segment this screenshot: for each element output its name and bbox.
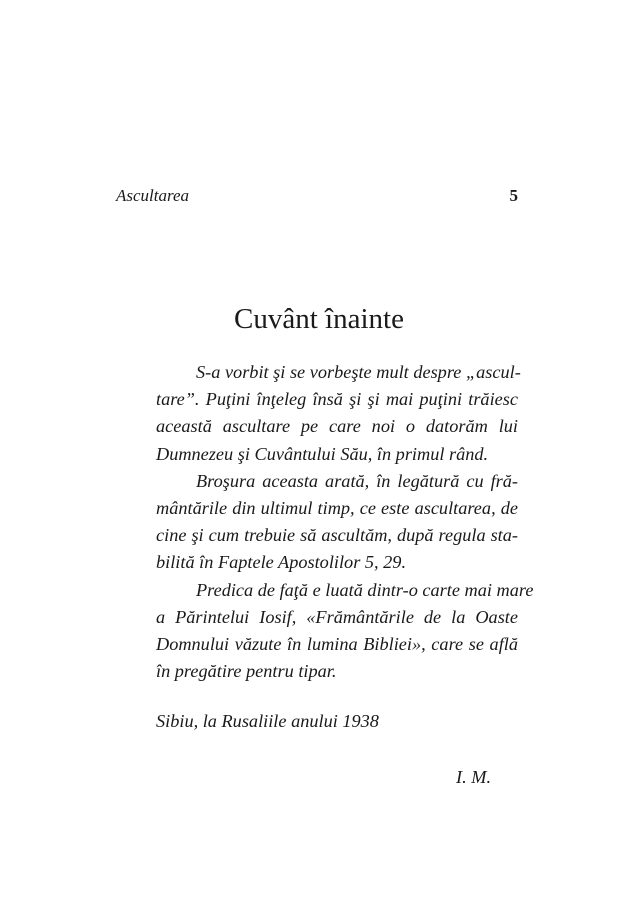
text-line: această ascultare pe care noi o datorăm lui — [156, 416, 518, 437]
page-number: 5 — [509, 186, 518, 205]
text-line: în pregătire pentru tipar. — [156, 661, 337, 682]
text-line: tare”. Puţini înţeleg însă şi şi mai puţini trăiesc — [156, 389, 518, 410]
text-line: mântările din ultimul timp, ce este ascultarea, de — [156, 498, 518, 519]
paragraph — [116, 468, 518, 577]
text-line: Domnului văzute în lumina Bibliei», care se află — [156, 634, 518, 655]
text-line: S-a vorbit şi se vorbeşte mult despre „ascul- — [196, 362, 521, 382]
body-text — [116, 359, 534, 685]
text-line: Dumnezeu şi Cuvântului Său, în primul rând. — [156, 443, 489, 464]
text-line: Broşura aceasta arată, în legătură cu fră- — [196, 470, 518, 491]
signature-initials: I. M. — [456, 767, 492, 787]
text-line: cine şi cum trebuie să ascultăm, după regula sta- — [156, 525, 518, 546]
running-header — [116, 186, 518, 210]
running-header-title: Ascultarea — [116, 186, 190, 205]
signature-place-date: Sibiu, la Rusaliile anului 1938 — [156, 711, 379, 731]
paragraph — [116, 359, 521, 468]
text-line: Predica de faţă e luată dintr-o carte mai mare — [196, 579, 534, 600]
text-line: bilită în Faptele Apostolilor 5, 29. — [156, 552, 407, 573]
chapter-title: Cuvânt înainte — [234, 303, 404, 335]
text-line: a Părintelui Iosif, «Frământările de la Oaste — [156, 606, 518, 627]
paragraph — [116, 577, 534, 686]
